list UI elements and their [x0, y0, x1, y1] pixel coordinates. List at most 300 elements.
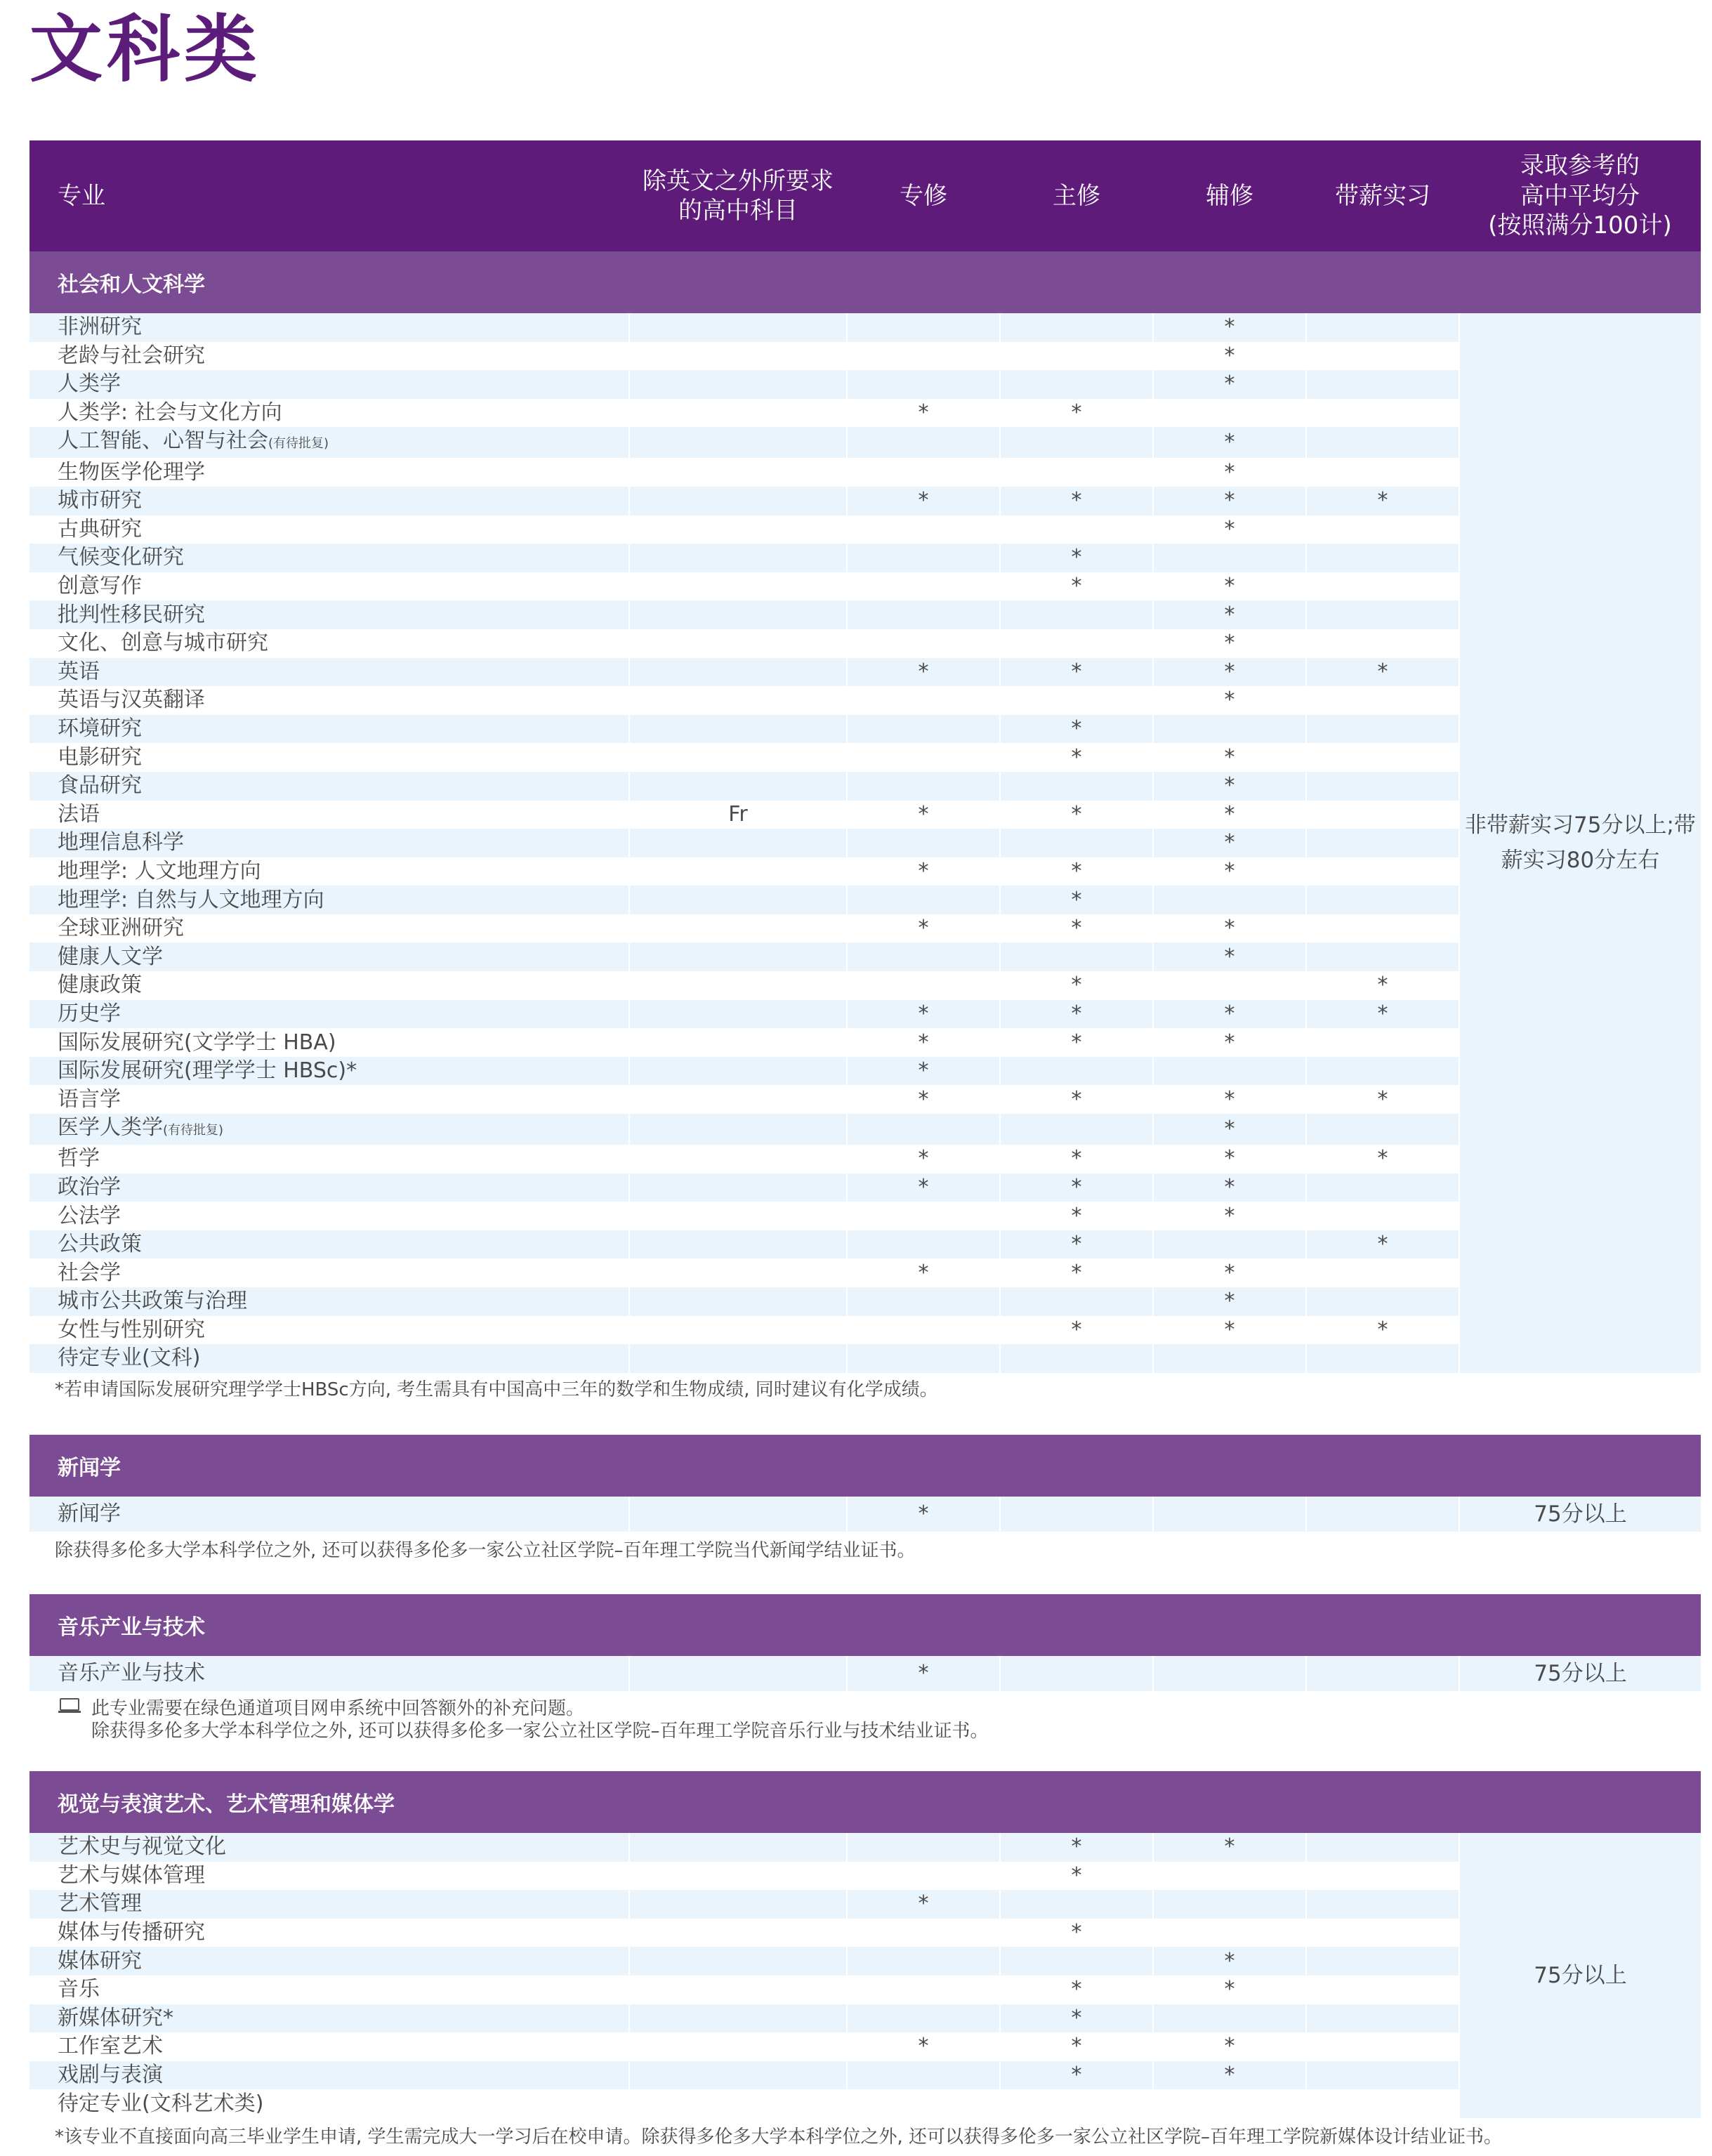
program-name-cell: [29, 2032, 629, 2061]
section-header: [29, 1435, 1701, 1497]
coop-cell: [1306, 1344, 1459, 1373]
program-name: 媒体与传播研究: [58, 1920, 205, 1945]
page-title: 文科类: [29, 6, 262, 92]
coop-cell: *: [1306, 487, 1459, 515]
header-subjects: 除英文之外所要求 的高中科目: [629, 140, 847, 251]
program-name-cell: [29, 686, 629, 715]
program-name: 哲学: [58, 1146, 100, 1171]
program-name: 环境研究: [58, 716, 142, 742]
subjects-cell: [629, 458, 847, 487]
subjects-cell: [629, 487, 847, 515]
table-row: [29, 313, 1701, 342]
major-cell: *: [1000, 857, 1153, 886]
minor-cell: *: [1153, 1316, 1306, 1345]
table-row: [29, 1230, 1701, 1259]
minor-cell: [1153, 1230, 1306, 1259]
program-name: 新媒体研究*: [58, 2005, 173, 2030]
coop-cell: [1306, 2061, 1459, 2090]
coop-cell: [1306, 1919, 1459, 1947]
program-name-cell: [29, 1174, 629, 1202]
specialist-cell: *: [847, 1028, 1000, 1057]
table-row: [29, 1316, 1701, 1345]
section-header: [29, 1594, 1701, 1656]
program-name-cell: [29, 2089, 629, 2118]
coop-cell: [1306, 2004, 1459, 2033]
program-name-cell: [29, 1114, 629, 1145]
program-name: 英语与汉英翻译: [58, 688, 205, 713]
program-name-cell: [29, 544, 629, 572]
major-cell: *: [1000, 1202, 1153, 1230]
table-row: [29, 942, 1701, 971]
minor-cell: [1153, 1656, 1306, 1691]
program-name: 食品研究: [58, 773, 142, 798]
specialist-cell: [847, 313, 1000, 342]
subjects-cell: [629, 942, 847, 971]
subjects-cell: [629, 629, 847, 658]
program-name-cell: [29, 857, 629, 886]
program-name-cell: [29, 458, 629, 487]
major-cell: [1000, 629, 1153, 658]
major-cell: [1000, 829, 1153, 857]
table-row: [29, 1000, 1701, 1029]
specialist-cell: *: [847, 487, 1000, 515]
specialist-cell: [847, 1947, 1000, 1976]
major-cell: [1000, 1656, 1153, 1691]
program-name: 戏剧与表演: [58, 2063, 163, 2088]
coop-cell: [1306, 370, 1459, 399]
program-name: 工作室艺术: [58, 2034, 163, 2059]
coop-cell: [1306, 686, 1459, 715]
subjects-cell: [629, 1174, 847, 1202]
table-row: [29, 515, 1701, 544]
pending-approval-tag: (有待批复): [163, 1123, 224, 1138]
major-cell: *: [1000, 971, 1153, 1000]
specialist-cell: [847, 1202, 1000, 1230]
minor-cell: *: [1153, 1145, 1306, 1174]
coop-cell: [1306, 1656, 1459, 1691]
minor-cell: [1153, 544, 1306, 572]
table-row: [29, 829, 1701, 857]
coop-cell: [1306, 515, 1459, 544]
specialist-cell: *: [847, 1258, 1000, 1287]
minor-cell: *: [1153, 1174, 1306, 1202]
subjects-cell: [629, 743, 847, 772]
specialist-cell: *: [847, 1057, 1000, 1086]
table-row: [29, 1174, 1701, 1202]
minor-cell: *: [1153, 743, 1306, 772]
program-name: 历史学: [58, 1001, 121, 1026]
subjects-cell: [629, 370, 847, 399]
coop-cell: [1306, 942, 1459, 971]
program-name-cell: [29, 572, 629, 601]
major-cell: *: [1000, 1000, 1153, 1029]
specialist-cell: [847, 427, 1000, 458]
program-name-cell: [29, 801, 629, 829]
program-name-cell: [29, 1947, 629, 1976]
table-header-row: [29, 140, 1701, 251]
program-name: 艺术与媒体管理: [58, 1862, 205, 1888]
program-name-cell: [29, 658, 629, 687]
minor-cell: *: [1153, 1085, 1306, 1114]
subjects-cell: [629, 2089, 847, 2118]
program-name: 城市公共政策与治理: [58, 1289, 247, 1314]
program-name-cell: [29, 1230, 629, 1259]
major-cell: *: [1000, 1145, 1153, 1174]
specialist-cell: [847, 600, 1000, 629]
program-name-cell: [29, 1316, 629, 1345]
program-name: 艺术管理: [58, 1891, 142, 1917]
program-name-cell: [29, 2061, 629, 2090]
table-row: [29, 1344, 1701, 1373]
program-name: 社会学: [58, 1260, 121, 1285]
major-cell: [1000, 342, 1153, 371]
specialist-cell: *: [847, 801, 1000, 829]
major-cell: *: [1000, 487, 1153, 515]
major-cell: *: [1000, 1230, 1153, 1259]
program-name-cell: [29, 1287, 629, 1316]
program-name: 全球亚洲研究: [58, 916, 184, 941]
major-cell: *: [1000, 1258, 1153, 1287]
header-specialist: 专修: [847, 140, 1000, 251]
subjects-cell: [629, 1145, 847, 1174]
table-row: [29, 370, 1701, 399]
subjects-cell: [629, 342, 847, 371]
coop-cell: [1306, 600, 1459, 629]
major-cell: *: [1000, 1028, 1153, 1057]
subjects-cell: [629, 1497, 847, 1532]
table-row: [29, 1656, 1701, 1691]
table-row: [29, 1862, 1701, 1891]
program-name-cell: [29, 971, 629, 1000]
average-score-cell: 75分以上: [1459, 1656, 1701, 1691]
program-name: 语言学: [58, 1086, 121, 1112]
table-row: [29, 1890, 1701, 1919]
coop-cell: *: [1306, 971, 1459, 1000]
major-cell: [1000, 370, 1153, 399]
table-row: [29, 686, 1701, 715]
specialist-cell: [847, 342, 1000, 371]
subjects-cell: Fr: [629, 801, 847, 829]
subjects-cell: [629, 1000, 847, 1029]
major-cell: [1000, 2089, 1153, 2118]
minor-cell: [1153, 2004, 1306, 2033]
specialist-cell: *: [847, 914, 1000, 943]
subjects-cell: [629, 1947, 847, 1976]
program-name-cell: [29, 399, 629, 428]
program-name: 人类学: [58, 372, 121, 397]
coop-cell: [1306, 1976, 1459, 2004]
minor-cell: *: [1153, 1258, 1306, 1287]
table-row: [29, 1919, 1701, 1947]
minor-cell: *: [1153, 829, 1306, 857]
table-row: [29, 600, 1701, 629]
programs-table-visual-performing-arts: [29, 1771, 1701, 2118]
program-name: 媒体研究: [58, 1948, 142, 1973]
coop-cell: [1306, 1174, 1459, 1202]
pending-approval-tag: (有待批复): [268, 436, 329, 452]
specialist-cell: [847, 1287, 1000, 1316]
table-row: [29, 487, 1701, 515]
footnote-journalism: 除获得多伦多大学本科学位之外, 还可以获得多伦多一家公立社区学院–百年理工学院当代新闻学结业证书。: [55, 1540, 916, 1561]
table-row: [29, 658, 1701, 687]
table-row: [29, 1202, 1701, 1230]
coop-cell: [1306, 342, 1459, 371]
program-name: 地理信息科学: [58, 830, 184, 855]
minor-cell: *: [1153, 914, 1306, 943]
major-cell: [1000, 1890, 1153, 1919]
minor-cell: *: [1153, 658, 1306, 687]
major-cell: *: [1000, 1833, 1153, 1862]
header-major: 专业: [29, 140, 629, 251]
program-name-cell: [29, 914, 629, 943]
program-name: 文化、创意与城市研究: [58, 631, 268, 656]
coop-cell: *: [1306, 1316, 1459, 1345]
specialist-cell: [847, 572, 1000, 601]
table-row: [29, 801, 1701, 829]
program-name: 气候变化研究: [58, 545, 184, 570]
specialist-cell: *: [847, 1890, 1000, 1919]
program-name-cell: [29, 942, 629, 971]
specialist-cell: *: [847, 1656, 1000, 1691]
minor-cell: [1153, 2089, 1306, 2118]
program-name: 非洲研究: [58, 315, 142, 340]
coop-cell: [1306, 313, 1459, 342]
table-row: [29, 1028, 1701, 1057]
specialist-cell: [847, 458, 1000, 487]
subjects-cell: [629, 600, 847, 629]
program-name: 国际发展研究(文学学士 HBA): [58, 1030, 336, 1055]
program-name: 国际发展研究(理学学士 HBSc)*: [58, 1058, 357, 1084]
laptop-icon: [58, 1698, 81, 1714]
minor-cell: *: [1153, 1947, 1306, 1976]
major-cell: *: [1000, 572, 1153, 601]
subjects-cell: [629, 715, 847, 744]
specialist-cell: [847, 1833, 1000, 1862]
program-name-cell: [29, 487, 629, 515]
table-row: [29, 2089, 1701, 2118]
table-row: [29, 1258, 1701, 1287]
table-row: [29, 1114, 1701, 1145]
program-name: 新闻学: [58, 1501, 121, 1526]
major-cell: *: [1000, 2032, 1153, 2061]
program-name-cell: [29, 1976, 629, 2004]
program-name-cell: [29, 1000, 629, 1029]
section-header: [29, 1771, 1701, 1833]
header-major-program: 主修: [1000, 140, 1153, 251]
program-name: 人类学: 社会与文化方向: [58, 400, 282, 426]
coop-cell: [1306, 427, 1459, 458]
table-row: [29, 2004, 1701, 2033]
program-name: 健康人文学: [58, 944, 163, 969]
programs-table-journalism: [29, 1435, 1701, 1532]
major-cell: *: [1000, 2004, 1153, 2033]
section-title: 视觉与表演艺术、艺术管理和媒体学: [29, 1771, 1701, 1833]
subjects-cell: [629, 686, 847, 715]
minor-cell: *: [1153, 572, 1306, 601]
program-name-cell: [29, 1258, 629, 1287]
program-name-cell: [29, 1085, 629, 1114]
table-row: [29, 1976, 1701, 2004]
program-name-cell: [29, 1833, 629, 1862]
minor-cell: [1153, 1919, 1306, 1947]
major-cell: [1000, 686, 1153, 715]
program-name: 批判性移民研究: [58, 602, 205, 627]
program-name-cell: [29, 743, 629, 772]
minor-cell: *: [1153, 313, 1306, 342]
major-cell: [1000, 600, 1153, 629]
specialist-cell: [847, 772, 1000, 801]
specialist-cell: [847, 544, 1000, 572]
specialist-cell: [847, 1230, 1000, 1259]
subjects-cell: [629, 399, 847, 428]
program-name-cell: [29, 1057, 629, 1086]
program-name-cell: [29, 772, 629, 801]
coop-cell: [1306, 801, 1459, 829]
specialist-cell: [847, 1344, 1000, 1373]
coop-cell: [1306, 1862, 1459, 1891]
specialist-cell: [847, 2089, 1000, 2118]
minor-cell: *: [1153, 370, 1306, 399]
subjects-cell: [629, 1890, 847, 1919]
specialist-cell: *: [847, 857, 1000, 886]
subjects-cell: [629, 886, 847, 914]
program-name: 老龄与社会研究: [58, 343, 205, 368]
subjects-cell: [629, 772, 847, 801]
coop-cell: [1306, 1114, 1459, 1145]
coop-cell: [1306, 743, 1459, 772]
major-cell: *: [1000, 914, 1153, 943]
minor-cell: *: [1153, 801, 1306, 829]
coop-cell: [1306, 2032, 1459, 2061]
minor-cell: [1153, 715, 1306, 744]
average-score-cell: 75分以上: [1459, 1497, 1701, 1532]
major-cell: *: [1000, 399, 1153, 428]
coop-cell: *: [1306, 1000, 1459, 1029]
subjects-cell: [629, 1202, 847, 1230]
minor-cell: [1153, 1890, 1306, 1919]
coop-cell: [1306, 772, 1459, 801]
minor-cell: *: [1153, 2061, 1306, 2090]
specialist-cell: [847, 942, 1000, 971]
table-row: [29, 1947, 1701, 1976]
subjects-cell: [629, 914, 847, 943]
minor-cell: [1153, 1344, 1306, 1373]
minor-cell: [1153, 971, 1306, 1000]
major-cell: [1000, 427, 1153, 458]
specialist-cell: [847, 886, 1000, 914]
program-name: 音乐产业与技术: [58, 1661, 205, 1685]
coop-cell: *: [1306, 658, 1459, 687]
specialist-cell: [847, 1862, 1000, 1891]
programs-table-music-industry: [29, 1594, 1701, 1691]
minor-cell: *: [1153, 1976, 1306, 2004]
major-cell: *: [1000, 1174, 1153, 1202]
program-name-cell: [29, 1919, 629, 1947]
table-row: [29, 743, 1701, 772]
specialist-cell: [847, 629, 1000, 658]
coop-cell: [1306, 914, 1459, 943]
minor-cell: *: [1153, 342, 1306, 371]
program-name-cell: [29, 829, 629, 857]
coop-cell: [1306, 1833, 1459, 1862]
table-row: [29, 914, 1701, 943]
specialist-cell: *: [847, 1497, 1000, 1532]
program-name: 生物医学伦理学: [58, 459, 205, 485]
minor-cell: *: [1153, 629, 1306, 658]
major-cell: *: [1000, 1862, 1153, 1891]
major-cell: *: [1000, 1316, 1153, 1345]
major-cell: *: [1000, 743, 1153, 772]
table-row: [29, 2061, 1701, 2090]
major-cell: *: [1000, 1976, 1153, 2004]
header-coop: 带薪实习: [1306, 140, 1459, 251]
program-name-cell: [29, 715, 629, 744]
subjects-cell: [629, 1085, 847, 1114]
specialist-cell: *: [847, 1000, 1000, 1029]
table-row: [29, 1085, 1701, 1114]
specialist-cell: *: [847, 1145, 1000, 1174]
specialist-cell: [847, 515, 1000, 544]
section-header: [29, 251, 1701, 313]
subjects-cell: [629, 1344, 847, 1373]
major-cell: [1000, 1947, 1153, 1976]
program-name: 法语: [58, 801, 100, 827]
footnote-music-2: 除获得多伦多大学本科学位之外, 还可以获得多伦多一家公立社区学院–百年理工学院音乐行业与技术结业证书。: [91, 1721, 989, 1742]
subjects-cell: [629, 1028, 847, 1057]
specialist-cell: [847, 1316, 1000, 1345]
program-name-cell: [29, 1028, 629, 1057]
specialist-cell: *: [847, 1085, 1000, 1114]
subjects-cell: [629, 1230, 847, 1259]
coop-cell: [1306, 572, 1459, 601]
major-cell: *: [1000, 886, 1153, 914]
program-name-cell: [29, 1202, 629, 1230]
coop-cell: [1306, 1057, 1459, 1086]
minor-cell: *: [1153, 1202, 1306, 1230]
minor-cell: *: [1153, 686, 1306, 715]
coop-cell: [1306, 544, 1459, 572]
section-title: 社会和人文科学: [29, 251, 1701, 313]
table-row: [29, 399, 1701, 428]
major-cell: [1000, 1344, 1153, 1373]
header-average: 录取参考的 高中平均分 (按照满分100计): [1459, 140, 1701, 251]
table-row: [29, 629, 1701, 658]
program-name: 政治学: [58, 1174, 121, 1199]
specialist-cell: [847, 743, 1000, 772]
minor-cell: *: [1153, 515, 1306, 544]
minor-cell: *: [1153, 2032, 1306, 2061]
program-name-cell: [29, 629, 629, 658]
program-name-cell: [29, 1344, 629, 1373]
major-cell: *: [1000, 801, 1153, 829]
subjects-cell: [629, 572, 847, 601]
coop-cell: *: [1306, 1145, 1459, 1174]
footnote-music-1: 此专业需要在绿色通道项目网申系统中回答额外的补充问题。: [91, 1698, 585, 1719]
minor-cell: *: [1153, 1028, 1306, 1057]
program-name-cell: [29, 1497, 629, 1532]
coop-cell: [1306, 1497, 1459, 1532]
specialist-cell: [847, 1976, 1000, 2004]
major-cell: *: [1000, 1085, 1153, 1114]
minor-cell: [1153, 1497, 1306, 1532]
major-cell: [1000, 1114, 1153, 1145]
major-cell: [1000, 313, 1153, 342]
minor-cell: *: [1153, 1287, 1306, 1316]
program-name: 人工智能、心智与社会: [58, 428, 268, 454]
program-name: 公法学: [58, 1203, 121, 1228]
coop-cell: [1306, 458, 1459, 487]
specialist-cell: *: [847, 399, 1000, 428]
